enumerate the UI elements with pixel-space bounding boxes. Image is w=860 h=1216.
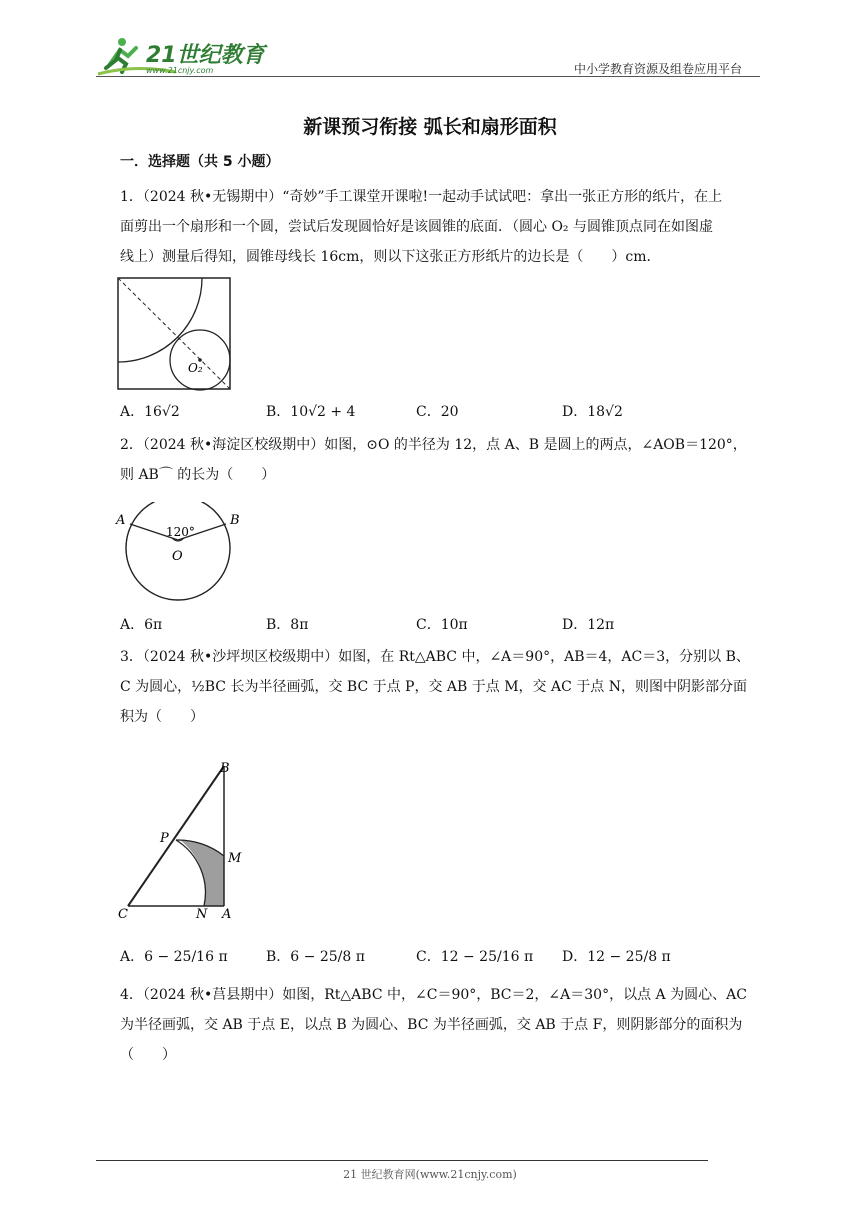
question-line: （ ） [120,1047,176,1063]
label-m: M [228,851,242,866]
label-a: A [222,907,232,922]
option-d: D．12 − 25/8 π [562,949,671,965]
label-o: O [172,549,183,564]
option-c: C．12 − 25/16 π [416,949,534,965]
option-c: C．20 [416,404,459,420]
question-line: C 为圆心，½BC 长为半径画弧，交 BC 于点 P，交 AB 于点 M，交 AC 于点 N，则图中阴影部分面 [120,679,747,695]
header-divider [96,76,760,77]
option-a: A．16√2 [120,404,180,420]
question-line: 则 AB⌒ 的长为（ ） [120,467,276,483]
question-line: 线上）测量后得知，圆锥母线长 16cm，则以下这张正方形纸片的边长是（ ）cm． [120,249,661,265]
figure-circle-sector [112,502,252,604]
question-line: 3．（2024 秋•沙坪坝区校级期中）如图，在 Rt△ABC 中，∠A＝90°，AB＝4，AC＝3，分别以 B、 [120,649,750,665]
label-o2: O₂ [188,361,203,375]
option-d: D．18√2 [562,404,623,420]
figure-right-triangle [114,756,252,922]
question-2 [120,430,747,490]
option-c: C．10π [416,617,468,633]
option-b: B．10√2 + 4 [266,404,356,420]
option-a: A．6π [120,617,163,633]
option-b: B．6 − 25/8 π [266,949,365,965]
label-b: B [220,761,230,776]
question-4 [120,980,747,1070]
question-3 [120,642,750,732]
footer-divider [96,1160,708,1161]
option-a: A．6 − 25/16 π [120,949,228,965]
question-line: 1．（2024 秋•无锡期中）“奇妙”手工课堂开课啦!一起动手试试吧：拿出一张正方形的纸片，在上 [120,189,723,205]
question-line: 4．（2024 秋•莒县期中）如图，Rt△ABC 中，∠C＝90°，BC＝2，∠A＝30°，以点 A 为圆心、AC [120,987,747,1003]
logo-url: www.21cnjy.com [146,66,214,75]
label-n: N [196,907,208,922]
label-c: C [118,907,128,922]
question-line: 为半径画弧，交 AB 于点 E，以点 B 为圆心、BC 为半径画弧，交 AB 于点 F，则阴影部分的面积为 [120,1017,743,1033]
section-heading: 一．选择题（共 5 小题） [120,154,280,170]
label-p: P [160,831,169,846]
question-line: 面剪出一个扇形和一个圆，尝试后发现圆恰好是该圆锥的底面．（圆心 O₂ 与圆锥顶点同在如图虚 [120,219,713,235]
question-1 [120,182,722,272]
label-a: A [116,513,126,528]
question-line: 积为（ ） [120,709,204,725]
question-line: 2．（2024 秋•海淀区校级期中）如图，⊙O 的半径为 12，点 A、B 是圆上的两点，∠AOB＝120°， [120,437,747,453]
footer-text: 21 世纪教育网(www.21cnjy.com) [343,1168,517,1181]
logo-text: 21世纪教育 [146,43,265,68]
label-b: B [230,513,240,528]
label-angle: 120° [166,525,195,539]
option-d: D．12π [562,617,615,633]
platform-name: 中小学教育资源及组卷应用平台 [574,62,743,76]
figure-square-circle [116,276,234,392]
option-b: B．8π [266,617,309,633]
page-title: 新课预习衔接 弧长和扇形面积 [303,116,557,138]
